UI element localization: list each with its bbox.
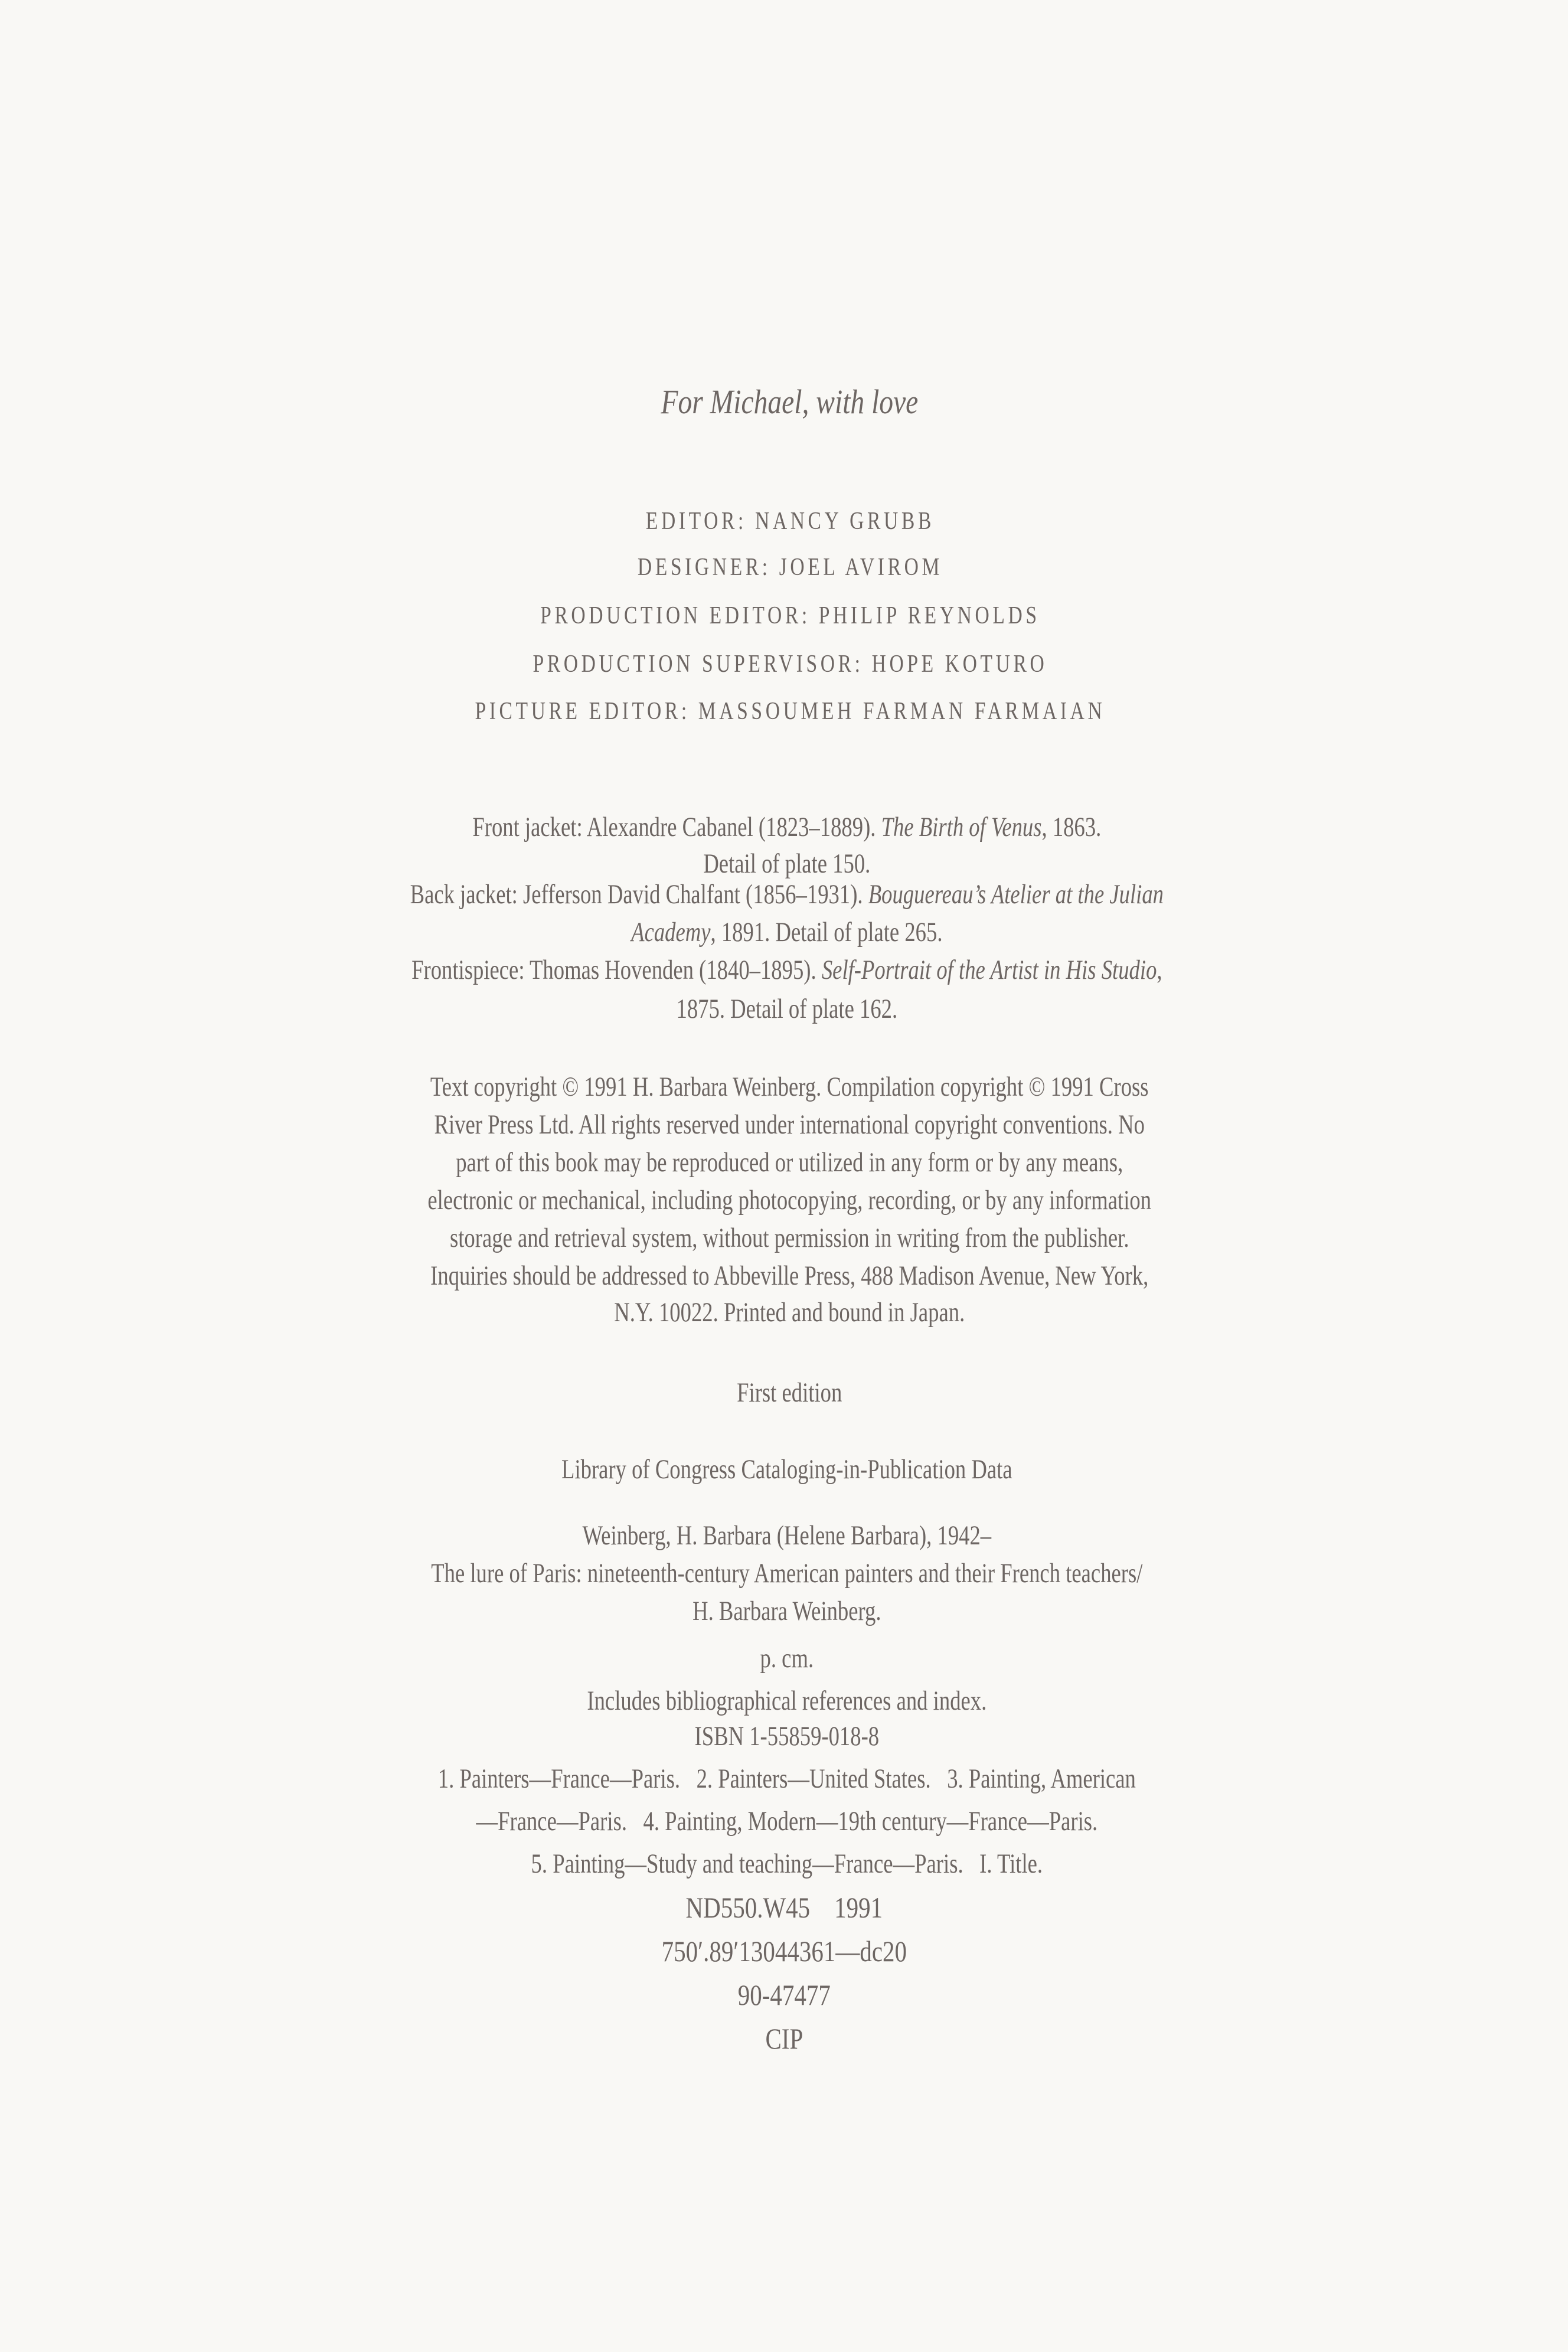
back-jacket-lead: Back jacket: Jefferson David Chalfant (1856–1931). [410,879,868,910]
credit-name: HOPE KOTURO [871,651,1048,678]
credit-role: EDITOR: [645,508,747,535]
credit-production-supervisor [163,652,1417,677]
edition-statement: First edition [737,1377,842,1408]
front-jacket-title: The Birth of Venus [881,812,1042,842]
back-jacket-credit [175,881,1399,909]
frontispiece-lead: Frontispiece: Thomas Hovenden (1840–1895). [411,955,822,985]
cip-physical: p. cm. [760,1643,814,1674]
cip-lccn: 90-47477 [737,1978,831,2011]
credit-role: PICTURE EDITOR: [475,698,690,725]
cip-title: The lure of Paris: nineteenth-century American painters and their French teachers/ [431,1558,1143,1589]
front-jacket-tail: , 1863. [1041,812,1102,842]
front-jacket-lead: Front jacket: Alexandre Cabanel (1823–1889). [472,812,881,842]
credit-name: MASSOUMEH FARMAN FARMAIAN [698,698,1106,725]
cip-mark: CIP [765,2022,803,2055]
cip-dewey: 750′.89′13044361—dc20 [661,1935,907,1968]
copyright-line: part of this book may be reproduced or utilized in any form or by any means, [456,1147,1123,1178]
credit-designer [163,555,1417,580]
copyright-line: N.Y. 10022. Printed and bound in Japan. [614,1297,965,1328]
copyright-line: River Press Ltd. All rights reserved under international copyright conventions. No [434,1109,1145,1140]
cip-heading: Library of Congress Cataloging-in-Publication Data [561,1454,1012,1485]
cip-notes: Includes bibliographical references and index. [587,1685,987,1716]
frontispiece-credit [175,956,1399,984]
cip-title-cont: H. Barbara Weinberg. [692,1596,881,1626]
credit-role: DESIGNER: [637,554,771,581]
credit-production-editor [163,603,1417,628]
credit-role: PRODUCTION EDITOR: [540,602,811,629]
credit-editor [163,509,1417,534]
frontispiece-tail: , [1157,955,1162,985]
cip-subject-line: —France—Paris. 4. Painting, Modern—19th century—France—Paris. [476,1806,1098,1837]
copyright-line: Inquiries should be addressed to Abbeville Press, 488 Madison Avenue, New York, [430,1260,1149,1291]
front-jacket-detail: Detail of plate 150. [703,848,871,879]
credit-role: PRODUCTION SUPERVISOR: [533,651,864,678]
copyright-line: Text copyright © 1991 H. Barbara Weinberg. Compilation copyright © 1991 Cross [430,1072,1149,1102]
cip-isbn: ISBN 1-55859-018-8 [694,1721,880,1752]
back-jacket-title-cont: Academy [631,917,711,948]
credit-name: PHILIP REYNOLDS [818,602,1040,629]
back-jacket-detail [175,919,1399,946]
cip-subject-line: 1. Painters—France—Paris. 2. Painters—United States. 3. Painting, American [437,1763,1136,1794]
back-jacket-tail: , 1891. Detail of plate 265. [710,917,943,948]
cip-subject-line: 5. Painting—Study and teaching—France—Paris. I. Title. [531,1848,1043,1879]
dedication: For Michael, with love [661,383,919,421]
front-jacket-credit [175,814,1399,841]
frontispiece-title: Self-Portrait of the Artist in His Studio [821,955,1157,985]
frontispiece-detail: 1875. Detail of plate 162. [676,994,898,1024]
credit-name: NANCY GRUBB [754,508,935,535]
copyright-line: electronic or mechanical, including photocopying, recording, or by any information [427,1185,1152,1216]
cip-author: Weinberg, H. Barbara (Helene Barbara), 1942– [582,1520,992,1551]
copyright-line: storage and retrieval system, without permission in writing from the publisher. [449,1223,1129,1253]
back-jacket-title: Bouguereau’s Atelier at the Julian [868,879,1164,910]
credit-picture-editor [163,699,1417,724]
cip-lc-class: ND550.W45 1991 [685,1891,883,1924]
credit-name: JOEL AVIROM [779,554,943,581]
